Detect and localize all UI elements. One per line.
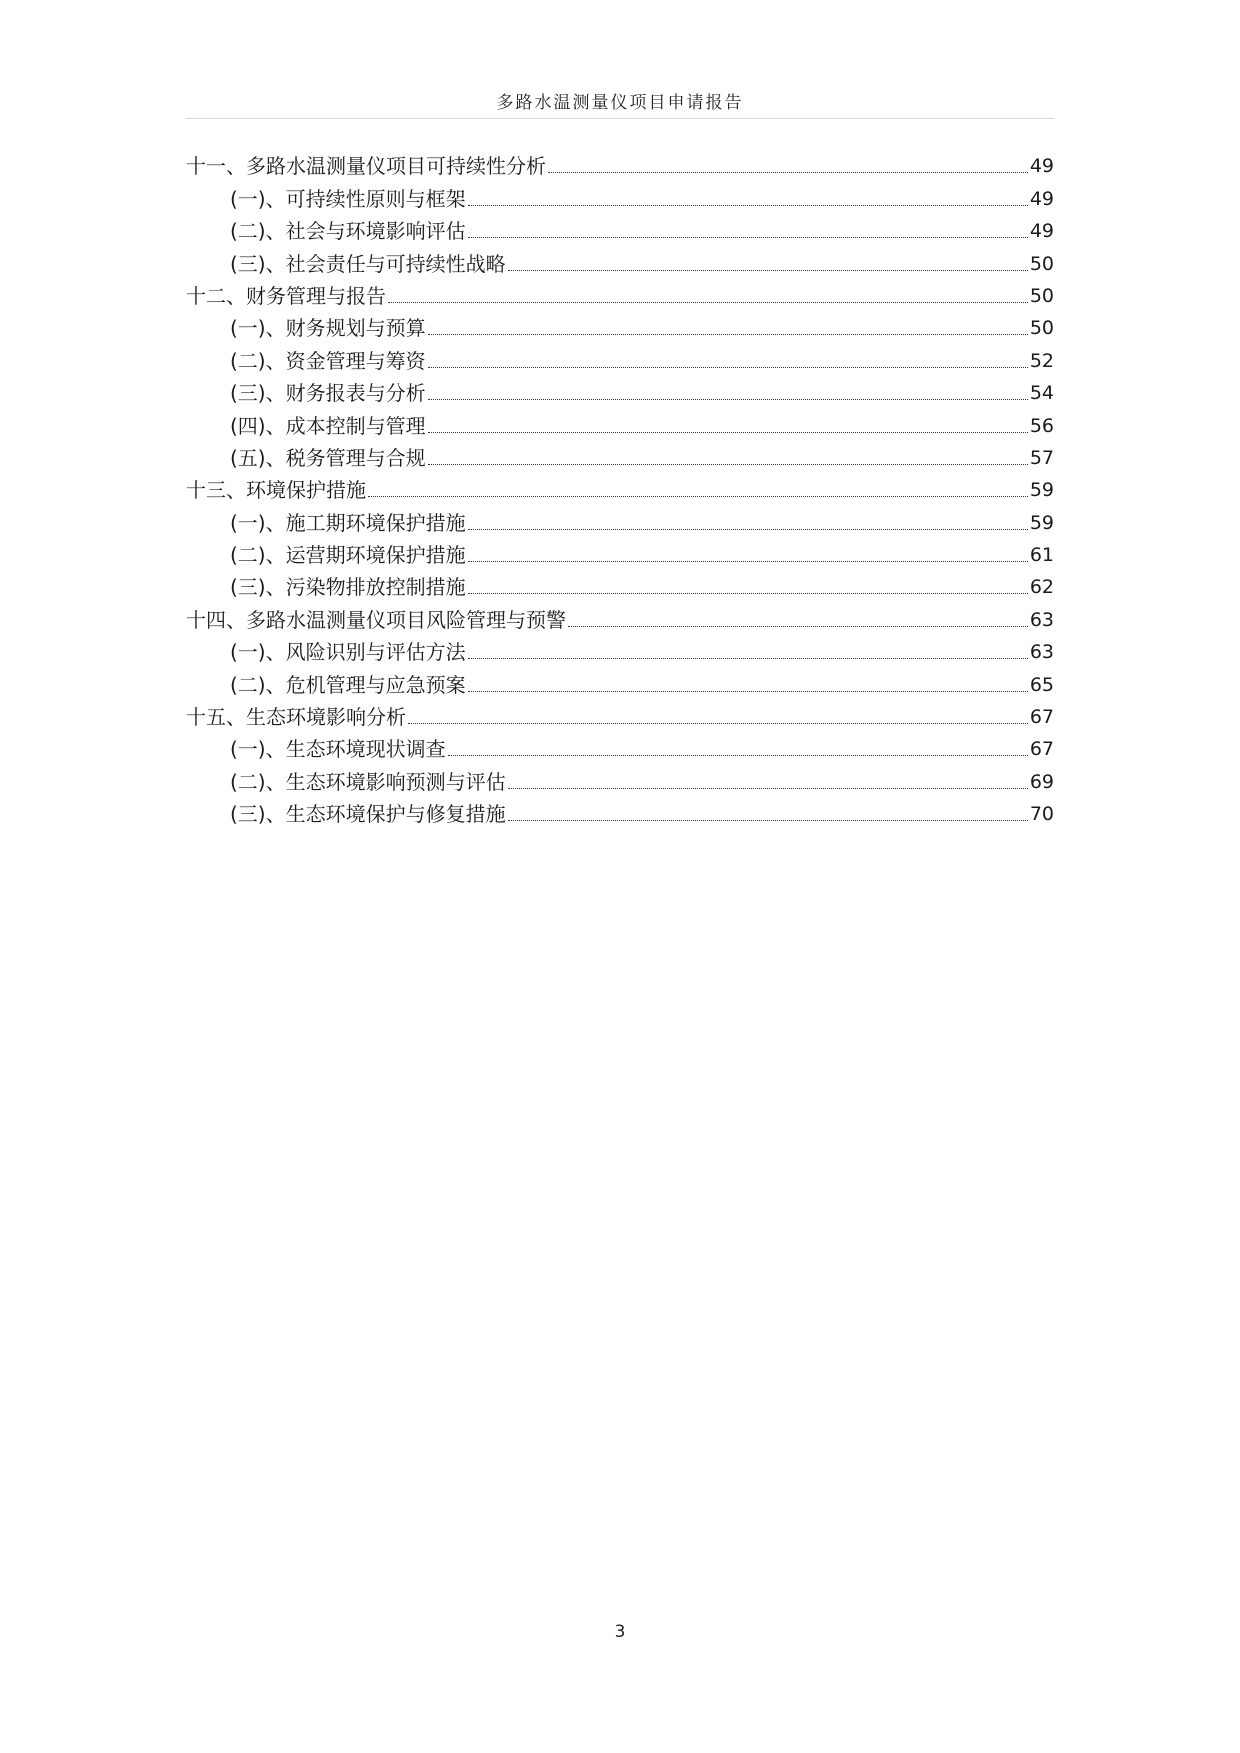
toc-entry-label: 十三、环境保护措施 xyxy=(186,478,366,503)
toc-dot-leader xyxy=(468,658,1028,659)
toc-entry-label: (四)、成本控制与管理 xyxy=(230,413,426,438)
toc-entry-page-number: 59 xyxy=(1029,511,1054,534)
toc-section-entry[interactable] xyxy=(186,148,1054,180)
toc-dot-leader xyxy=(428,432,1028,433)
toc-subsection-entry[interactable] xyxy=(186,504,1054,536)
running-header: 多路水温测量仪项目申请报告 xyxy=(496,93,744,113)
toc-entry-page-number: 69 xyxy=(1029,770,1054,793)
toc-dot-leader xyxy=(448,755,1028,756)
toc-entry-label: 十二、财务管理与报告 xyxy=(186,283,386,308)
toc-entry-page-number: 50 xyxy=(1029,284,1054,307)
toc-subsection-entry[interactable] xyxy=(186,245,1054,277)
toc-entry-page-number: 56 xyxy=(1029,414,1054,437)
toc-subsection-entry[interactable] xyxy=(186,763,1054,795)
toc-entry-page-number: 61 xyxy=(1029,544,1054,567)
toc-dot-leader xyxy=(428,334,1028,335)
toc-entry-page-number: 50 xyxy=(1029,317,1054,340)
toc-subsection-entry[interactable] xyxy=(186,569,1054,601)
toc-entry-page-number: 67 xyxy=(1029,706,1054,729)
toc-dot-leader xyxy=(468,529,1028,530)
toc-entry-page-number: 65 xyxy=(1029,673,1054,696)
toc-subsection-entry[interactable] xyxy=(186,407,1054,439)
toc-entry-page-number: 57 xyxy=(1029,446,1054,469)
toc-dot-leader xyxy=(428,464,1028,465)
toc-subsection-entry[interactable] xyxy=(186,310,1054,342)
toc-subsection-entry[interactable] xyxy=(186,342,1054,374)
toc-dot-leader xyxy=(508,820,1028,821)
toc-dot-leader xyxy=(508,788,1028,789)
toc-entry-label: (二)、社会与环境影响评估 xyxy=(230,219,466,244)
toc-dot-leader xyxy=(468,593,1028,594)
toc-entry-page-number: 63 xyxy=(1029,641,1054,664)
toc-subsection-entry[interactable] xyxy=(186,180,1054,212)
toc-entry-page-number: 54 xyxy=(1029,382,1054,405)
toc-dot-leader xyxy=(548,172,1028,173)
toc-entry-page-number: 49 xyxy=(1029,220,1054,243)
toc-subsection-entry[interactable] xyxy=(186,634,1054,666)
toc-section-entry[interactable] xyxy=(186,601,1054,633)
header-divider xyxy=(186,118,1054,119)
toc-entry-label: (五)、税务管理与合规 xyxy=(230,445,426,470)
toc-entry-page-number: 67 xyxy=(1029,738,1054,761)
toc-entry-label: (三)、生态环境保护与修复措施 xyxy=(230,802,506,827)
toc-dot-leader xyxy=(388,302,1028,303)
toc-dot-leader xyxy=(568,626,1028,627)
toc-entry-page-number: 63 xyxy=(1029,608,1054,631)
toc-subsection-entry[interactable] xyxy=(186,375,1054,407)
toc-subsection-entry[interactable] xyxy=(186,796,1054,828)
toc-subsection-entry[interactable] xyxy=(186,440,1054,472)
toc-entry-label: (二)、运营期环境保护措施 xyxy=(230,543,466,568)
toc-section-entry[interactable] xyxy=(186,278,1054,310)
toc-section-entry[interactable] xyxy=(186,472,1054,504)
toc-dot-leader xyxy=(408,723,1028,724)
toc-entry-label: (一)、风险识别与评估方法 xyxy=(230,640,466,665)
toc-entry-label: (三)、污染物排放控制措施 xyxy=(230,575,466,600)
page-number: 3 xyxy=(614,1622,626,1642)
toc-dot-leader xyxy=(468,691,1028,692)
toc-dot-leader xyxy=(468,561,1028,562)
toc-dot-leader xyxy=(468,205,1028,206)
toc-entry-label: 十四、多路水温测量仪项目风险管理与预警 xyxy=(186,607,566,632)
toc-entry-page-number: 49 xyxy=(1029,187,1054,210)
toc-dot-leader xyxy=(468,237,1028,238)
toc-entry-page-number: 62 xyxy=(1029,576,1054,599)
toc-entry-label: (一)、生态环境现状调查 xyxy=(230,737,446,762)
toc-subsection-entry[interactable] xyxy=(186,537,1054,569)
toc-entry-label: 十五、生态环境影响分析 xyxy=(186,705,406,730)
toc-entry-label: (一)、可持续性原则与框架 xyxy=(230,186,466,211)
toc-dot-leader xyxy=(428,367,1028,368)
toc-entry-page-number: 59 xyxy=(1029,479,1054,502)
toc-entry-label: (一)、施工期环境保护措施 xyxy=(230,510,466,535)
toc-entry-page-number: 70 xyxy=(1029,803,1054,826)
toc-entry-label: (二)、生态环境影响预测与评估 xyxy=(230,769,506,794)
toc-entry-page-number: 50 xyxy=(1029,252,1054,275)
toc-subsection-entry[interactable] xyxy=(186,731,1054,763)
toc-dot-leader xyxy=(368,496,1028,497)
toc-entry-page-number: 49 xyxy=(1029,155,1054,178)
toc-section-entry[interactable] xyxy=(186,699,1054,731)
toc-entry-label: (三)、财务报表与分析 xyxy=(230,381,426,406)
table-of-contents xyxy=(186,148,1054,828)
toc-entry-label: (二)、危机管理与应急预案 xyxy=(230,672,466,697)
toc-subsection-entry[interactable] xyxy=(186,213,1054,245)
toc-dot-leader xyxy=(428,399,1028,400)
toc-entry-label: 十一、多路水温测量仪项目可持续性分析 xyxy=(186,154,546,179)
toc-entry-label: (二)、资金管理与筹资 xyxy=(230,348,426,373)
toc-entry-page-number: 52 xyxy=(1029,349,1054,372)
toc-entry-label: (三)、社会责任与可持续性战略 xyxy=(230,251,506,276)
toc-entry-label: (一)、财务规划与预算 xyxy=(230,316,426,341)
toc-subsection-entry[interactable] xyxy=(186,666,1054,698)
toc-dot-leader xyxy=(508,270,1028,271)
